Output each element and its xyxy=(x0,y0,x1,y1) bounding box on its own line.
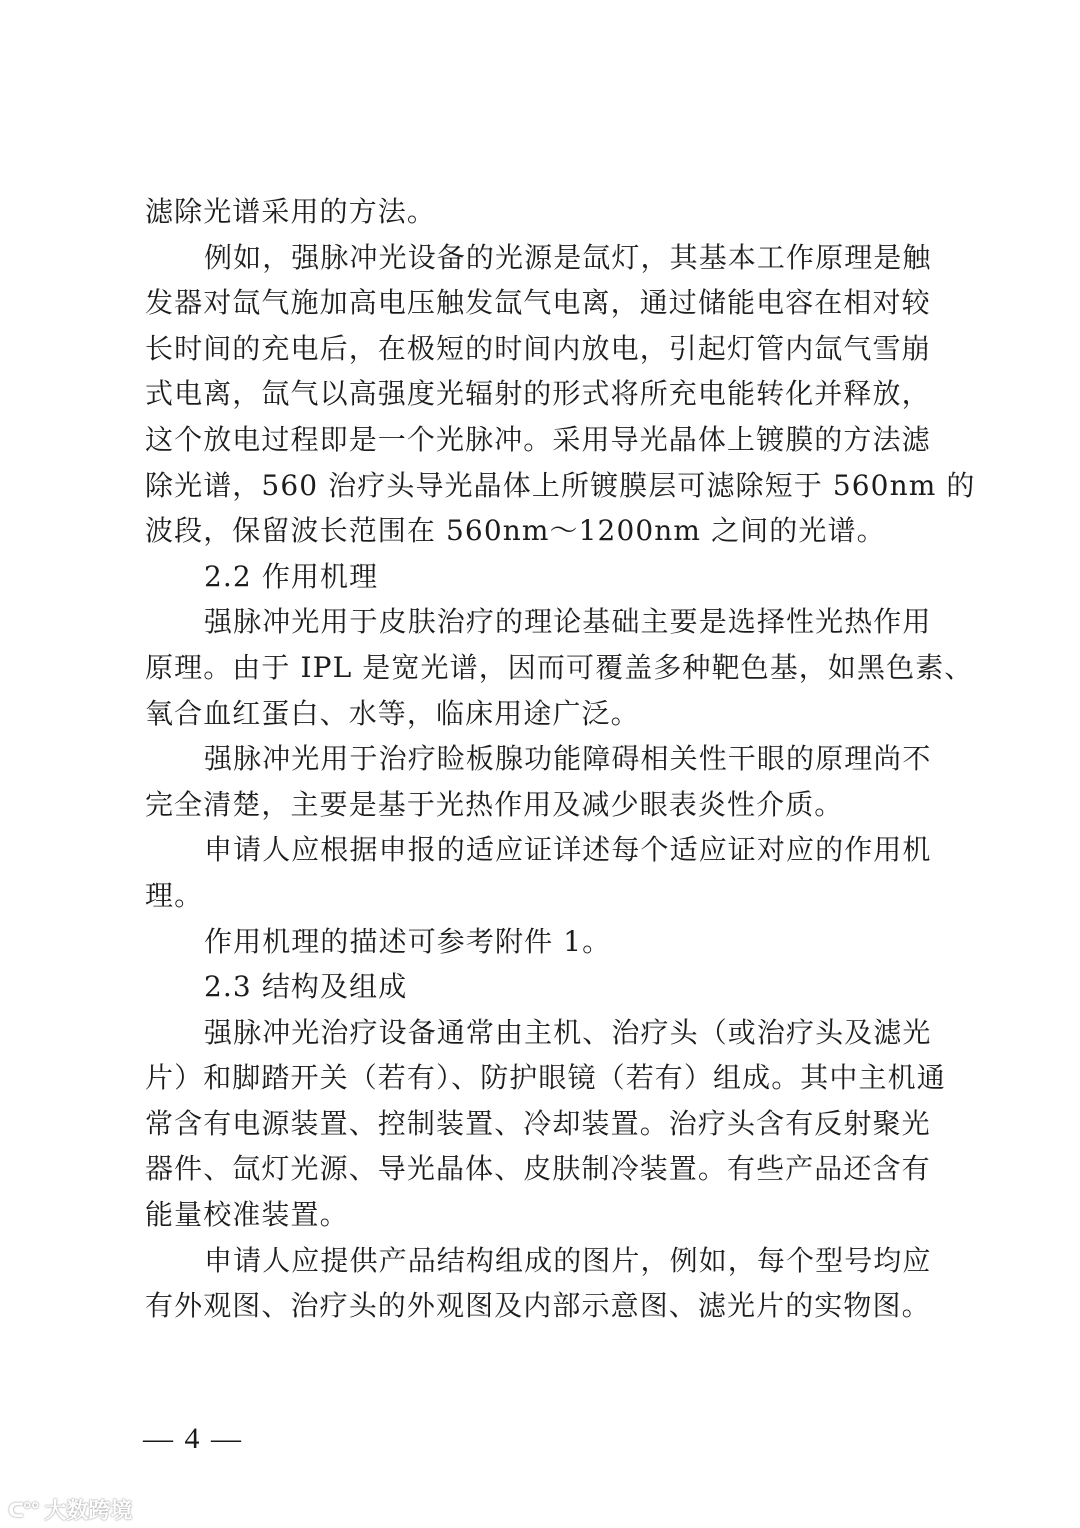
paragraph-line: 作用机理的描述可参考附件 1。 xyxy=(204,924,612,958)
paragraph-line: 能量校准装置。 xyxy=(145,1198,349,1232)
watermark xyxy=(8,1494,132,1525)
paragraph-line: 例如，强脉冲光设备的光源是氙灯，其基本工作原理是触 xyxy=(204,240,932,274)
section-heading-2-3: 2.3 结构及组成 xyxy=(204,970,408,1004)
paragraph-line: 理。 xyxy=(145,878,204,912)
watermark-logo-icon: ᑕ°° xyxy=(8,1497,39,1522)
paragraph-line: 片）和脚踏开关（若有）、防护眼镜（若有）组成。其中主机通 xyxy=(145,1061,946,1095)
paragraph-line: 器件、氙灯光源、导光晶体、皮肤制冷装置。有些产品还含有 xyxy=(145,1152,931,1186)
paragraph-line: 常含有电源装置、控制装置、冷却装置。治疗头含有反射聚光 xyxy=(145,1106,931,1140)
paragraph-line: 申请人应提供产品结构组成的图片，例如，每个型号均应 xyxy=(204,1243,932,1277)
paragraph-line: 原理。由于 IPL 是宽光谱，因而可覆盖多种靶色基，如黑色素、 xyxy=(145,650,974,684)
paragraph-line: 这个放电过程即是一个光脉冲。采用导光晶体上镀膜的方法滤 xyxy=(145,422,931,456)
paragraph-line: 强脉冲光用于皮肤治疗的理论基础主要是选择性光热作用 xyxy=(204,605,932,639)
paragraph-line: 发器对氙气施加高电压触发氙气电离，通过储能电容在相对较 xyxy=(145,286,931,320)
paragraph-line: 式电离，氙气以高强度光辐射的形式将所充电能转化并释放， xyxy=(145,377,931,411)
paragraph-line: 有外观图、治疗头的外观图及内部示意图、滤光片的实物图。 xyxy=(145,1289,931,1323)
page-number: — 4 — xyxy=(143,1422,243,1455)
paragraph-line: 完全清楚，主要是基于光热作用及减少眼表炎性介质。 xyxy=(145,787,844,821)
paragraph-line: 强脉冲光治疗设备通常由主机、治疗头（或治疗头及滤光 xyxy=(204,1015,932,1049)
paragraph-line: 长时间的充电后，在极短的时间内放电，引起灯管内氙气雪崩 xyxy=(145,331,931,365)
document-body xyxy=(145,189,976,1329)
paragraph-line: 氧合血红蛋白、水等，临床用途广泛。 xyxy=(145,696,640,730)
watermark-text: 大数跨境 xyxy=(44,1499,133,1524)
section-heading-2-2: 2.2 作用机理 xyxy=(204,559,379,593)
paragraph-line: 申请人应根据申报的适应证详述每个适应证对应的作用机 xyxy=(204,833,932,867)
paragraph-line: 强脉冲光用于治疗睑板腺功能障碍相关性干眼的原理尚不 xyxy=(204,742,932,776)
paragraph-line: 除光谱，560 治疗头导光晶体上所镀膜层可滤除短于 560nm 的 xyxy=(145,468,976,502)
paragraph-line: 滤除光谱采用的方法。 xyxy=(145,195,437,228)
paragraph-line: 波段，保留波长范围在 560nm～1200nm 之间的光谱。 xyxy=(145,514,886,548)
